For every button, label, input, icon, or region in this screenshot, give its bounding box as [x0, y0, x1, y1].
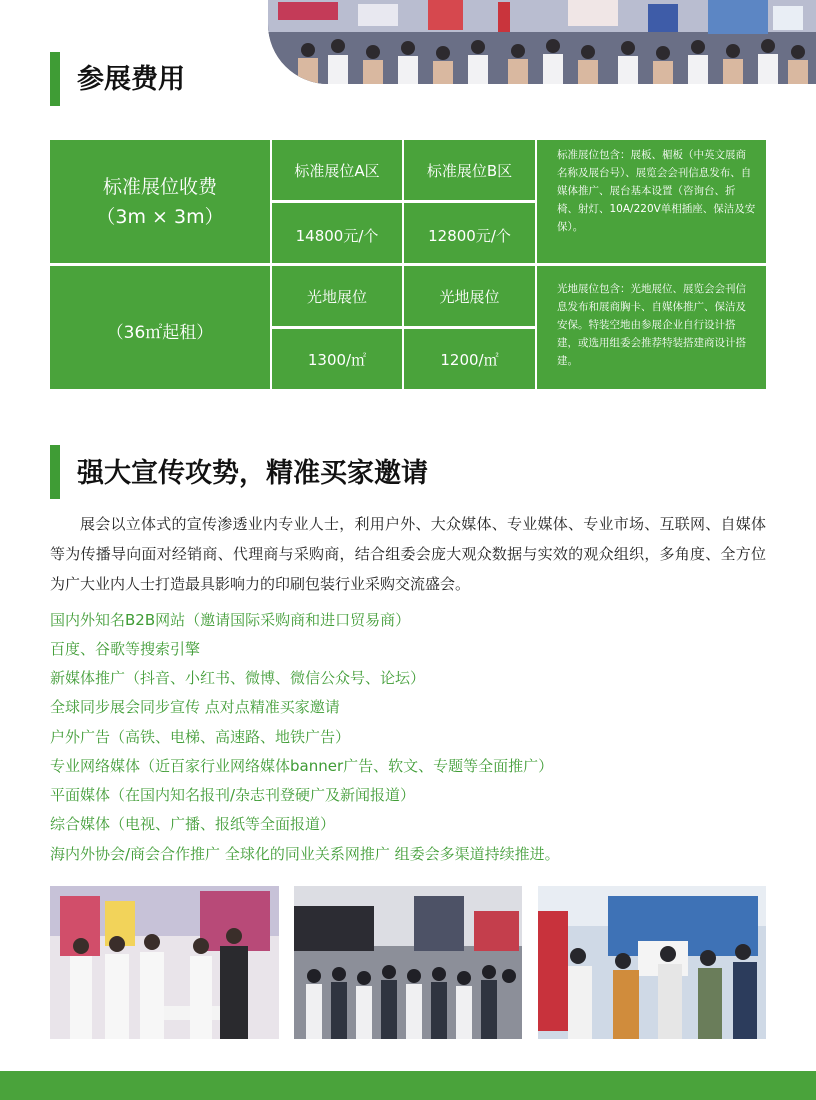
food-export-booth-photo [538, 886, 766, 1039]
list-item: 综合媒体（电视、广播、报纸等全面报道） [50, 815, 336, 833]
standard-booth-note: 标准展位包含：展板、楣板（中英文展商名称及展台号）、展览会会刊信息发布、自媒体推广、展台基本设置（咨询台、折椅、射灯、10A/220V单相插座、保洁及安保）。 [537, 140, 766, 263]
section-title-fees: 参展费用 [77, 64, 185, 95]
list-item: 新媒体推广（抖音、小红书、微博、微信公众号、论坛） [50, 669, 426, 687]
section-marker [50, 445, 60, 499]
standard-booth-title: 标准展位收费 [102, 175, 217, 198]
standard-booth-title-cell [50, 140, 270, 263]
list-item: 海内外协会/商会合作推广 全球化的同业关系网推广 组委会多渠道持续推进。 [50, 845, 560, 863]
section-title-promotion: 强大宣传攻势，精准买家邀请 [77, 458, 428, 489]
standard-booth-size: （3m × 3m） [96, 205, 224, 228]
zone-b-label: 标准展位B区 [404, 140, 535, 200]
zone-a-label: 标准展位A区 [272, 140, 402, 200]
exhibition-hall-crowd-photo [294, 886, 522, 1039]
raw-space-b-price: 1200/㎡ [404, 329, 535, 389]
list-item: 户外广告（高铁、电梯、高速路、地铁广告） [50, 728, 351, 746]
list-item: 平面媒体（在国内知名报刊/杂志刊登硬广及新闻报道） [50, 786, 416, 804]
raw-space-b-label: 光地展位 [404, 266, 535, 326]
list-item: 百度、谷歌等搜索引擎 [50, 640, 201, 658]
raw-space-note: 光地展位包含：光地展位、展览会会刊信息发布和展商胸卡、自媒体推广、保洁及安保。特装空地由参展企业自行设计搭建，或选用组委会推荐特装搭建商设计搭建。 [537, 266, 766, 389]
list-item: 国内外知名B2B网站（邀请国际采购商和进口贸易商） [50, 611, 411, 629]
zone-b-price: 12800元/个 [404, 203, 535, 263]
booth-visitors-photo [50, 886, 279, 1039]
intro-paragraph: 展会以立体式的宣传渗透业内专业人士，利用户外、大众媒体、专业媒体、专业市场、互联网、自媒体等为传播导向面对经销商、代理商与采购商，结合组委会庞大观众数据与实效的观众组织，多角度、全方位为广大业内人士打造最具影响力的印刷包装行业采购交流盛会。 [50, 515, 766, 593]
zone-a-price: 14800元/个 [272, 203, 402, 263]
header-exhibition-photo [268, 0, 816, 84]
footer-band [0, 1071, 816, 1100]
raw-space-a-price: 1300/㎡ [272, 329, 402, 389]
list-item: 全球同步展会同步宣传 点对点精准买家邀请 [50, 698, 340, 716]
raw-space-title: （36㎡起租） [50, 266, 270, 389]
section-marker [50, 52, 60, 106]
list-item: 专业网络媒体（近百家行业网络媒体banner广告、软文、专题等全面推广） [50, 757, 554, 775]
raw-space-a-label: 光地展位 [272, 266, 402, 326]
